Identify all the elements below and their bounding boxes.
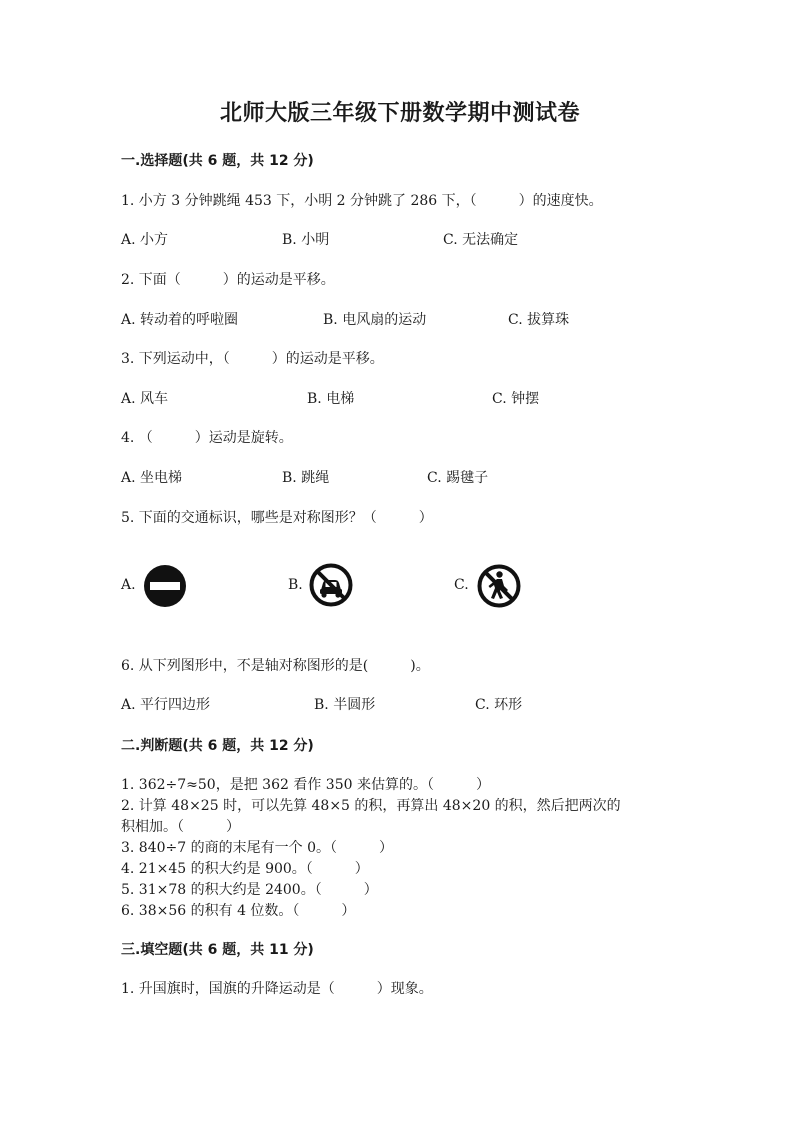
option-a: A. 转动着的呼啦圈 [121,312,239,328]
section-heading-fill-blank: 三.填空题(共 6 题，共 11 分) [121,942,314,958]
option-a: A. 风车 [121,391,169,407]
option-a: A. 坐电梯 [121,470,183,486]
option-c: C. [454,577,469,593]
fill-question-1: 1. 升国旗时，国旗的升降运动是（ ）现象。 [121,981,433,997]
no-entry-sign-icon [143,564,187,608]
no-pedestrians-sign-icon [477,564,521,608]
section-heading-true-false: 二.判断题(共 6 题，共 12 分) [121,738,314,754]
question-1: 1. 小方 3 分钟跳绳 453 下，小明 2 分钟跳了 286 下，（ ）的速度快。 [121,193,603,209]
option-a: A. 小方 [121,232,169,248]
question-5: 5. 下面的交通标识，哪些是对称图形？（ ） [121,510,433,526]
tf-item: 2. 计算 48×25 时，可以先算 48×5 的积，再算出 48×20 的积，然后把两次的 [121,798,621,814]
tf-item: 3. 840÷7 的商的末尾有一个 0。（ ） [121,840,393,856]
option-c: C. 钟摆 [492,391,540,407]
question-4: 4. （ ）运动是旋转。 [121,430,293,446]
question-6: 6. 从下列图形中，不是轴对称图形的是( )。 [121,658,430,674]
option-c: C. 踢毽子 [427,470,489,486]
option-b: B. 跳绳 [282,470,330,486]
question-2: 2. 下面（ ）的运动是平移。 [121,272,335,288]
option-a: A. [121,577,136,593]
section-heading-choice: 一.选择题(共 6 题，共 12 分) [121,153,314,169]
option-c: C. 无法确定 [443,232,519,248]
option-c: C. 拔算珠 [508,312,570,328]
page-title: 北师大版三年级下册数学期中测试卷 [219,101,580,126]
option-b: B. [288,577,303,593]
option-b: B. 半圆形 [314,697,376,713]
tf-item: 5. 31×78 的积大约是 2400。（ ） [121,882,378,898]
question-3: 3. 下列运动中，（ ）的运动是平移。 [121,351,384,367]
option-a: A. 平行四边形 [121,697,211,713]
tf-item: 6. 38×56 的积有 4 位数。（ ） [121,903,356,919]
option-b: B. 电梯 [307,391,355,407]
tf-item: 4. 21×45 的积大约是 900。（ ） [121,861,369,877]
option-b: B. 小明 [282,232,330,248]
option-c: C. 环形 [475,697,523,713]
tf-item: 1. 362÷7≈50，是把 362 看作 350 来估算的。（ ） [121,777,490,793]
option-b: B. 电风扇的运动 [323,312,427,328]
no-motor-vehicles-sign-icon [309,563,353,607]
tf-item-continuation: 积相加。（ ） [121,819,240,835]
